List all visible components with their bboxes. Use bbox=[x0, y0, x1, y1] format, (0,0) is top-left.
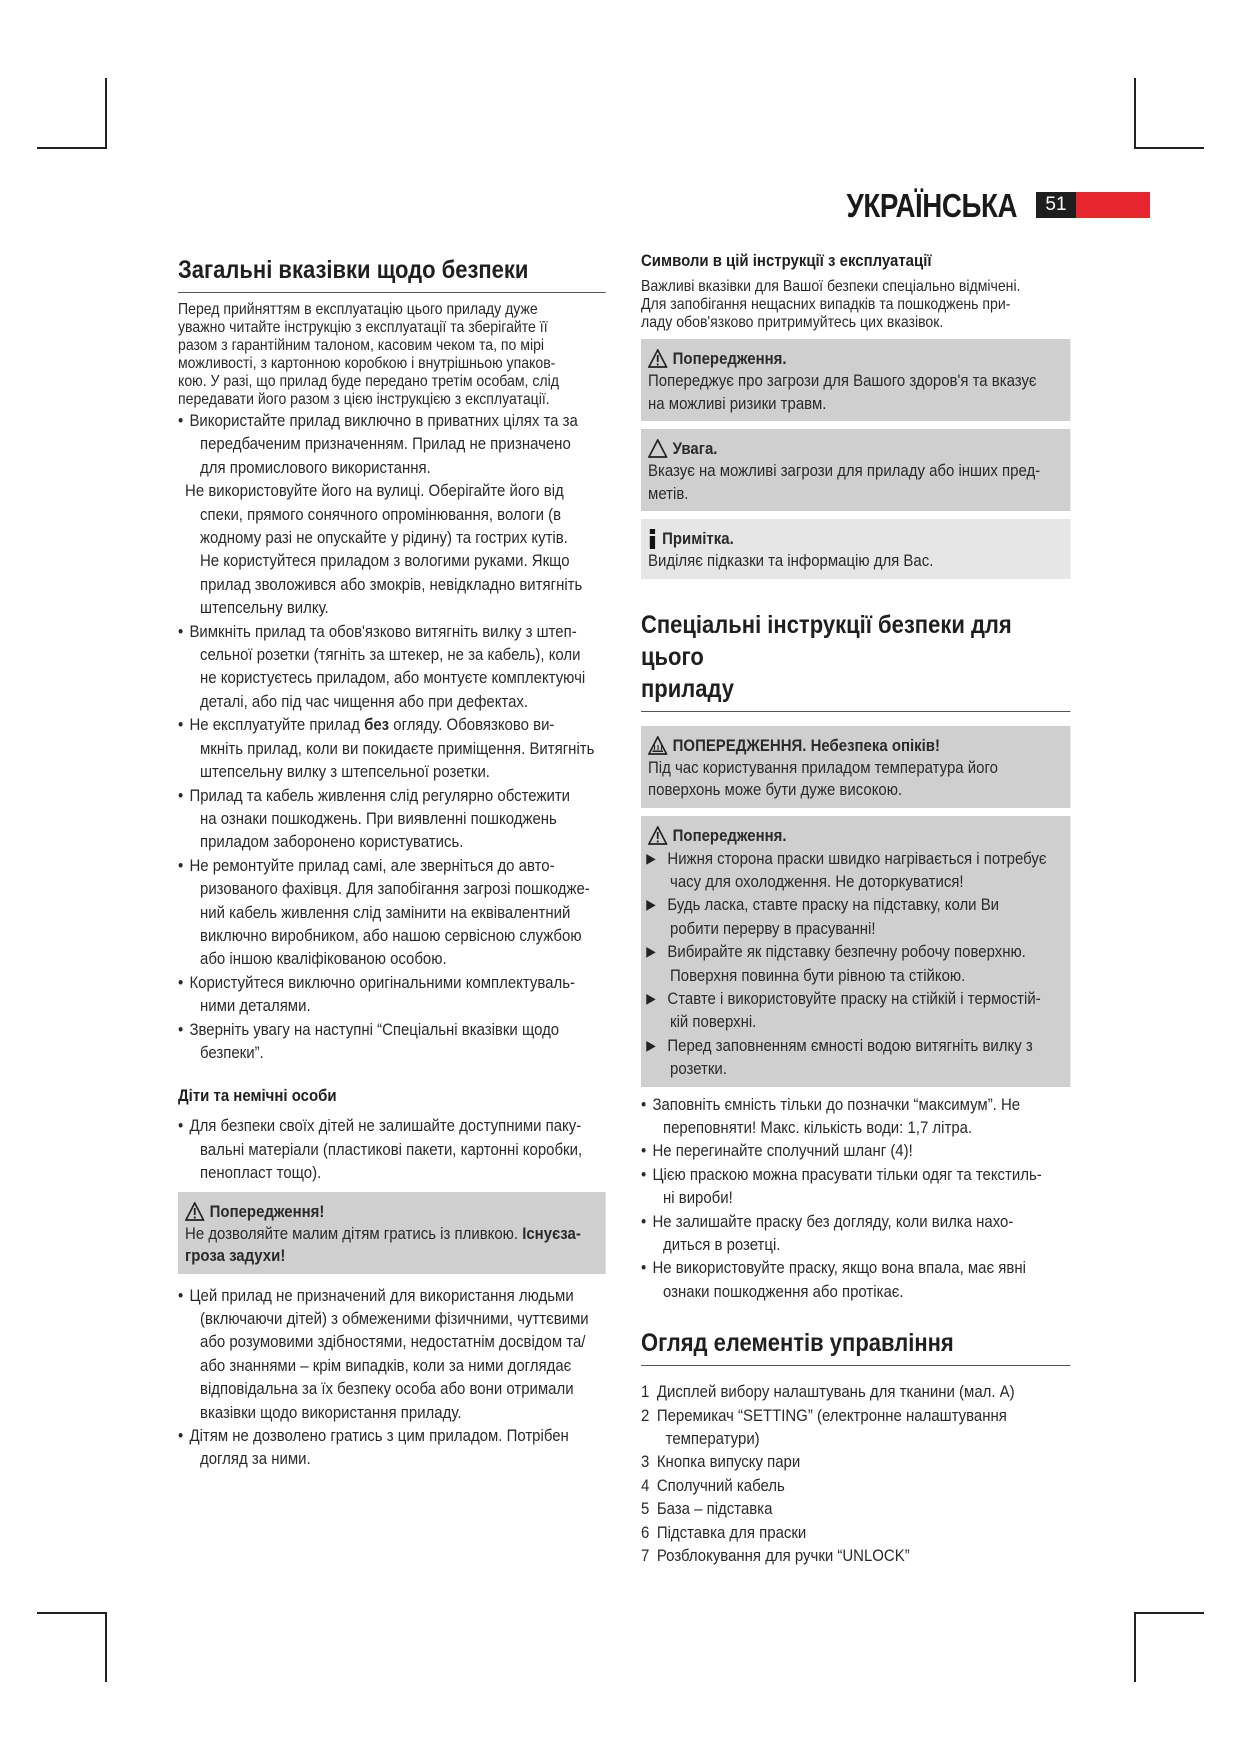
control-first-line: Сполучний кабель bbox=[656, 1475, 785, 1495]
list-item-first-line: • Дітям не дозволено гратись з цим приладом. Потрібен bbox=[189, 1426, 569, 1446]
list-item bbox=[178, 1424, 606, 1471]
intro-line: Перед прийняттям в експлуатацію цього приладу дуже bbox=[178, 301, 538, 318]
controls-list bbox=[641, 1380, 1071, 1567]
control-first-line: Перемикач “SETTING” (електронне налаштування bbox=[656, 1405, 1007, 1425]
warning-arrow-item bbox=[641, 987, 1064, 1034]
warning-arrow-item bbox=[641, 1034, 1064, 1081]
warning-box-children bbox=[178, 1192, 606, 1274]
symbol-caution-title bbox=[648, 437, 1064, 460]
intro-paragraph bbox=[178, 301, 606, 409]
children-list-1 bbox=[178, 1114, 606, 1184]
warning-line1-bold: Існуєза- bbox=[522, 1223, 581, 1243]
control-number: 2 bbox=[641, 1405, 650, 1425]
list-item-continuation: сельної розетки (тягніть за штекер, не за кабель), коли bbox=[200, 645, 581, 665]
control-item bbox=[641, 1521, 1071, 1544]
list-item bbox=[641, 1256, 1071, 1303]
list-item bbox=[178, 479, 606, 619]
burn-warning-box bbox=[641, 726, 1071, 808]
iron-warning-title bbox=[648, 824, 1064, 847]
warning-triangle-icon bbox=[185, 1202, 204, 1221]
list-item bbox=[178, 784, 606, 854]
burn-warning-text bbox=[648, 757, 1064, 802]
special-safety-list bbox=[641, 1093, 1071, 1304]
symbols-line: Важливі вказівки для Вашої безпеки спеціально відмічені. bbox=[641, 278, 1021, 295]
crop-mark-tr-v bbox=[1134, 78, 1136, 148]
section-title-special-safety bbox=[641, 609, 1071, 712]
box-text-line: метів. bbox=[648, 483, 689, 503]
list-item-first-line: • Зверніть увагу на наступні “Спеціальні вказівки щодо bbox=[189, 1019, 560, 1039]
section-title-controls: Огляд елементів управління bbox=[641, 1327, 1071, 1366]
box-text-line: Виділяє підказки та інформацію для Вас. bbox=[648, 551, 934, 570]
list-item-first-line: • Цією праскою можна прасувати тільки одяг та текстиль- bbox=[652, 1164, 1042, 1184]
arrow-item-first-line: ▶ Перед заповненням ємності водою витягніть вилку з bbox=[667, 1035, 1033, 1055]
intro-line: кою. У разі, що прилад буде передано третім особам, слід bbox=[178, 373, 559, 390]
list-item-first-line: • Прилад та кабель живлення слід регулярно обстежити bbox=[189, 785, 571, 805]
symbol-caution-text bbox=[648, 460, 1064, 505]
intro-line: разом з гарантійним талоном, касовим чеком та, по мірі bbox=[178, 337, 545, 354]
list-item-continuation: передбаченим призначенням. Прилад не призначено bbox=[200, 434, 571, 454]
list-item-continuation: виключно виробником, або нашою сервісною службою bbox=[200, 925, 582, 945]
crop-mark-tr-h bbox=[1134, 147, 1204, 149]
control-text bbox=[657, 1450, 800, 1473]
list-item-first-line: • Цей прилад не призначений для використання людьми bbox=[189, 1285, 574, 1305]
info-icon bbox=[648, 529, 657, 549]
warning-arrow-item bbox=[641, 940, 1064, 987]
warning-arrow-item bbox=[641, 893, 1064, 940]
control-first-line: Розблокування для ручки “UNLOCK” bbox=[656, 1546, 910, 1566]
symbol-warning-text bbox=[648, 370, 1064, 415]
symbol-caution-title-text: Увага. bbox=[672, 439, 718, 458]
list-item bbox=[178, 1114, 606, 1184]
caution-triangle-icon bbox=[648, 439, 667, 458]
list-item-first-line: • Для безпеки своїх дітей не залишайте доступними паку- bbox=[189, 1116, 582, 1136]
warning-title-text: Попередження! bbox=[209, 1201, 325, 1221]
list-item-first-line: • Не залишайте праску без догляду, коли вилка нахо- bbox=[652, 1211, 1014, 1231]
arrow-item-continuation: робити перерву в прасуванні! bbox=[670, 918, 876, 938]
warning-line1: Не дозволяйте малим дітям гратись із пливкою. bbox=[185, 1223, 523, 1243]
control-number: 5 bbox=[641, 1499, 650, 1519]
list-item-first-line: • Вимкніть прилад та обов'язково витягніть вилку з штеп- bbox=[189, 621, 577, 641]
arrow-item-first-line: ▶ Будь ласка, ставте праску на підставку, коли Ви bbox=[667, 895, 1000, 915]
list-item-first-line: • Не ремонтуйте прилад самі, але зверніться до авто- bbox=[189, 855, 555, 875]
list-item bbox=[178, 971, 606, 1018]
warning-triangle-icon bbox=[648, 826, 667, 845]
iron-warning-box bbox=[641, 816, 1071, 1087]
symbol-warning-title-text: Попередження. bbox=[672, 349, 787, 368]
list-item bbox=[178, 409, 606, 479]
crop-mark-tl-v bbox=[105, 78, 107, 148]
crop-mark-br-h bbox=[1134, 1612, 1204, 1614]
list-item-continuation: ні вироби! bbox=[663, 1188, 733, 1208]
crop-mark-tl-h bbox=[37, 147, 107, 149]
list-item-continuation: Не користуйтеся приладом з вологими руками. Якщо bbox=[200, 551, 570, 571]
list-item-continuation: ними деталями. bbox=[200, 996, 311, 1016]
control-continuation: температури) bbox=[665, 1429, 760, 1449]
list-item bbox=[178, 713, 606, 783]
warning-triangle-icon bbox=[648, 349, 667, 368]
warning-line2-bold: гроза задухи! bbox=[185, 1246, 286, 1266]
list-item-first-line bbox=[189, 713, 605, 736]
list-item bbox=[641, 1093, 1071, 1140]
symbols-paragraph bbox=[641, 278, 1071, 332]
list-item bbox=[641, 1210, 1071, 1257]
list-item-continuation: штепсельну вилку з штепсельної розетки. bbox=[200, 762, 490, 782]
list-item-continuation: мкніть прилад, коли ви покидаєте приміщення. Витягніть bbox=[200, 738, 595, 758]
box-text-line: поверхонь може бути дуже високою. bbox=[648, 780, 903, 799]
control-number: 1 bbox=[641, 1382, 650, 1402]
burn-warning-title bbox=[648, 734, 1064, 757]
list-item-continuation: або знаннями – крім випадків, коли за ними доглядає bbox=[200, 1355, 572, 1375]
children-list-2 bbox=[178, 1284, 606, 1471]
symbol-note-text bbox=[648, 550, 1064, 573]
symbol-warning-title bbox=[648, 347, 1064, 370]
control-first-line: Дисплей вибору налаштувань для тканини (мал. A) bbox=[656, 1382, 1015, 1402]
control-item bbox=[641, 1474, 1071, 1497]
symbol-box-warning bbox=[641, 339, 1071, 421]
arrow-item-continuation: розетки. bbox=[670, 1059, 727, 1079]
list-item-first-line: • Використайте прилад виключно в приватних цілях та за bbox=[189, 411, 578, 430]
symbol-note-title-text: Примітка. bbox=[662, 529, 734, 548]
list-item-continuation: відповідальна за їх безпеку особа або вони отримали bbox=[200, 1379, 574, 1399]
warning-children-text bbox=[185, 1223, 599, 1268]
list-item-continuation: безпеки”. bbox=[200, 1042, 264, 1062]
hot-surface-icon bbox=[648, 736, 667, 755]
arrow-item-continuation: кій поверхні. bbox=[670, 1012, 757, 1032]
control-first-line: Кнопка випуску пари bbox=[656, 1452, 801, 1472]
list-item bbox=[178, 1018, 606, 1065]
crop-mark-bl-h bbox=[37, 1612, 107, 1614]
list-item-continuation: вальні матеріали (пластикові пакети, картонні коробки, bbox=[200, 1139, 583, 1159]
special-title-line2: приладу bbox=[641, 674, 734, 703]
symbol-box-note bbox=[641, 519, 1071, 579]
list-item-continuation: або іншою кваліфікованою особою. bbox=[200, 949, 447, 969]
section-title-general-safety: Загальні вказівки щодо безпеки bbox=[178, 254, 606, 293]
list-item bbox=[178, 620, 606, 714]
list-item-continuation: догляд за ними. bbox=[200, 1449, 311, 1469]
special-title-line1: Спеціальні інструкції безпеки для цього bbox=[641, 610, 1012, 671]
list-item-first-line: • Заповніть ємність тільки до позначки “максимум”. Не bbox=[652, 1094, 1021, 1114]
arrow-item-first-line: ▶ Вибирайте як підставку безпечну робочу поверхню. bbox=[667, 942, 1026, 962]
right-column bbox=[641, 250, 1071, 1567]
arrow-item-first-line: ▶ Ставте і використовуйте праску на стійкій і термостій- bbox=[667, 988, 1041, 1008]
list-item-continuation: (включаючи дітей) з обмеженими фізичними, чуттєвими bbox=[200, 1309, 589, 1328]
intro-line: можливості, з картонною коробкою і внутрішньою упаков- bbox=[178, 355, 556, 372]
control-item bbox=[641, 1450, 1071, 1473]
crop-mark-bl-v bbox=[105, 1612, 107, 1682]
list-item-first-line: • Користуйтеся виключно оригінальними комплектуваль- bbox=[189, 972, 575, 992]
list-item-continuation: прилад зволожився або змокрів, невідкладно витягніть bbox=[200, 574, 583, 594]
warning-box-title bbox=[185, 1200, 599, 1223]
list-item-first-line: • Не використовуйте праску, якщо вона впала, має явні bbox=[652, 1258, 1026, 1278]
list-item-bold: без bbox=[364, 715, 390, 735]
intro-line: передавати його разом з цією інструкцією з експлуатації. bbox=[178, 391, 550, 408]
arrow-item-continuation: Поверхня повинна бути рівною та стійкою. bbox=[670, 965, 966, 985]
control-item bbox=[641, 1544, 1071, 1567]
list-item-continuation: вказівки щодо використання приладу. bbox=[200, 1402, 462, 1422]
arrow-item-continuation: часу для охолодження. Не доторкуватися! bbox=[670, 871, 964, 891]
list-item-continuation: для промислового використання. bbox=[200, 457, 431, 477]
symbol-note-title bbox=[648, 527, 1064, 550]
symbol-box-caution bbox=[641, 429, 1071, 511]
list-item bbox=[641, 1163, 1071, 1210]
burn-warning-title-text: ПОПЕРЕДЖЕННЯ. Небезпека опіків! bbox=[672, 735, 940, 755]
list-item-continuation: ний кабель живлення слід замінити на еквівалентний bbox=[200, 902, 571, 922]
arrow-item-first-line: ▶ Нижня сторона праски швидко нагрівається і потребує bbox=[667, 848, 1047, 868]
list-item-continuation: спеки, прямого сонячного опромінювання, вологи (в bbox=[200, 504, 562, 524]
list-item-continuation: ризованого фахівця. Для запобігання загрозі пошкодже- bbox=[200, 879, 590, 899]
warning-arrow-item bbox=[641, 847, 1064, 894]
list-item-text: огляду. Обовязково ви- bbox=[389, 715, 555, 735]
list-item-continuation: ознаки пошкодження або протікає. bbox=[663, 1281, 904, 1301]
list-item-continuation: переповняти! Макс. кількість води: 1,7 літра. bbox=[663, 1117, 973, 1137]
control-number: 7 bbox=[641, 1546, 650, 1566]
list-item bbox=[178, 854, 606, 971]
list-item-continuation: жодному разі не опускайте у рідину) та гострих кутів. bbox=[200, 528, 568, 548]
box-text-line: на можливі ризики травм. bbox=[648, 393, 827, 413]
control-text bbox=[657, 1380, 1015, 1403]
list-item-first-line: Не використовуйте його на вулиці. Оберігайте його від bbox=[185, 481, 564, 501]
iron-warning-title-text: Попередження. bbox=[672, 825, 787, 845]
control-text bbox=[657, 1497, 773, 1520]
list-item-first-line: • Не перегинайте сполучний шланг (4)! bbox=[652, 1141, 913, 1161]
box-text-line: Вказує на можливі загрози для приладу або інших пред- bbox=[648, 461, 1041, 480]
control-item bbox=[641, 1404, 1071, 1451]
symbols-line: ладу обов'язково притримуйтесь цих вказівок. bbox=[641, 314, 944, 331]
control-item bbox=[641, 1497, 1071, 1520]
control-number: 4 bbox=[641, 1475, 650, 1495]
section-title-symbols: Символи в цій інструкції з експлуатації bbox=[641, 251, 932, 270]
list-item bbox=[178, 1284, 606, 1424]
control-number: 6 bbox=[641, 1522, 650, 1542]
list-item-continuation: деталі, або під час чищення або при дефектах. bbox=[200, 691, 529, 711]
crop-mark-br-v bbox=[1134, 1612, 1136, 1682]
page-number: 51 bbox=[1036, 192, 1076, 218]
list-item-continuation: або розумовими здібностями, недостатнім досвідом та/ bbox=[200, 1332, 586, 1352]
control-text bbox=[657, 1404, 1007, 1451]
list-item bbox=[641, 1139, 1071, 1162]
section-title-children: Діти та немічні особи bbox=[178, 1086, 337, 1106]
control-text bbox=[657, 1521, 806, 1544]
left-column bbox=[178, 254, 606, 1471]
general-safety-list bbox=[178, 409, 606, 1064]
control-text bbox=[657, 1474, 785, 1497]
symbols-line: Для запобігання нещасних випадків та пошкоджень при- bbox=[641, 296, 1011, 313]
control-item bbox=[641, 1380, 1071, 1403]
control-first-line: База – підставка bbox=[656, 1499, 773, 1519]
list-item-continuation: приладом заборонено користуватись. bbox=[200, 832, 464, 852]
box-text-line: Попереджує про загрози для Вашого здоров'я та вказує bbox=[648, 371, 1037, 390]
list-item-continuation: пенопласт тощо). bbox=[200, 1163, 322, 1183]
page-language-title: УКРАЇНСЬКА bbox=[846, 187, 1017, 224]
control-first-line: Підставка для праски bbox=[656, 1522, 807, 1542]
control-text bbox=[657, 1544, 910, 1567]
list-item-text: Не експлуатуйте прилад bbox=[189, 715, 365, 735]
box-text-line: Під час користування приладом температура його bbox=[648, 757, 998, 777]
list-item-continuation: штепсельну вилку. bbox=[200, 598, 329, 618]
list-item-continuation: не користуєтесь приладом, або монтуєте комплектуючі bbox=[200, 668, 586, 688]
red-accent-bar bbox=[1076, 192, 1150, 218]
list-item-continuation: на ознаки пошкоджень. При виявленні пошкоджень bbox=[200, 808, 557, 828]
intro-line: уважно читайте інструкцію з експлуатації та зберігайте її bbox=[178, 319, 548, 336]
list-item-continuation: диться в розетці. bbox=[663, 1235, 781, 1254]
iron-warning-list bbox=[641, 847, 1064, 1081]
control-number: 3 bbox=[641, 1452, 650, 1472]
